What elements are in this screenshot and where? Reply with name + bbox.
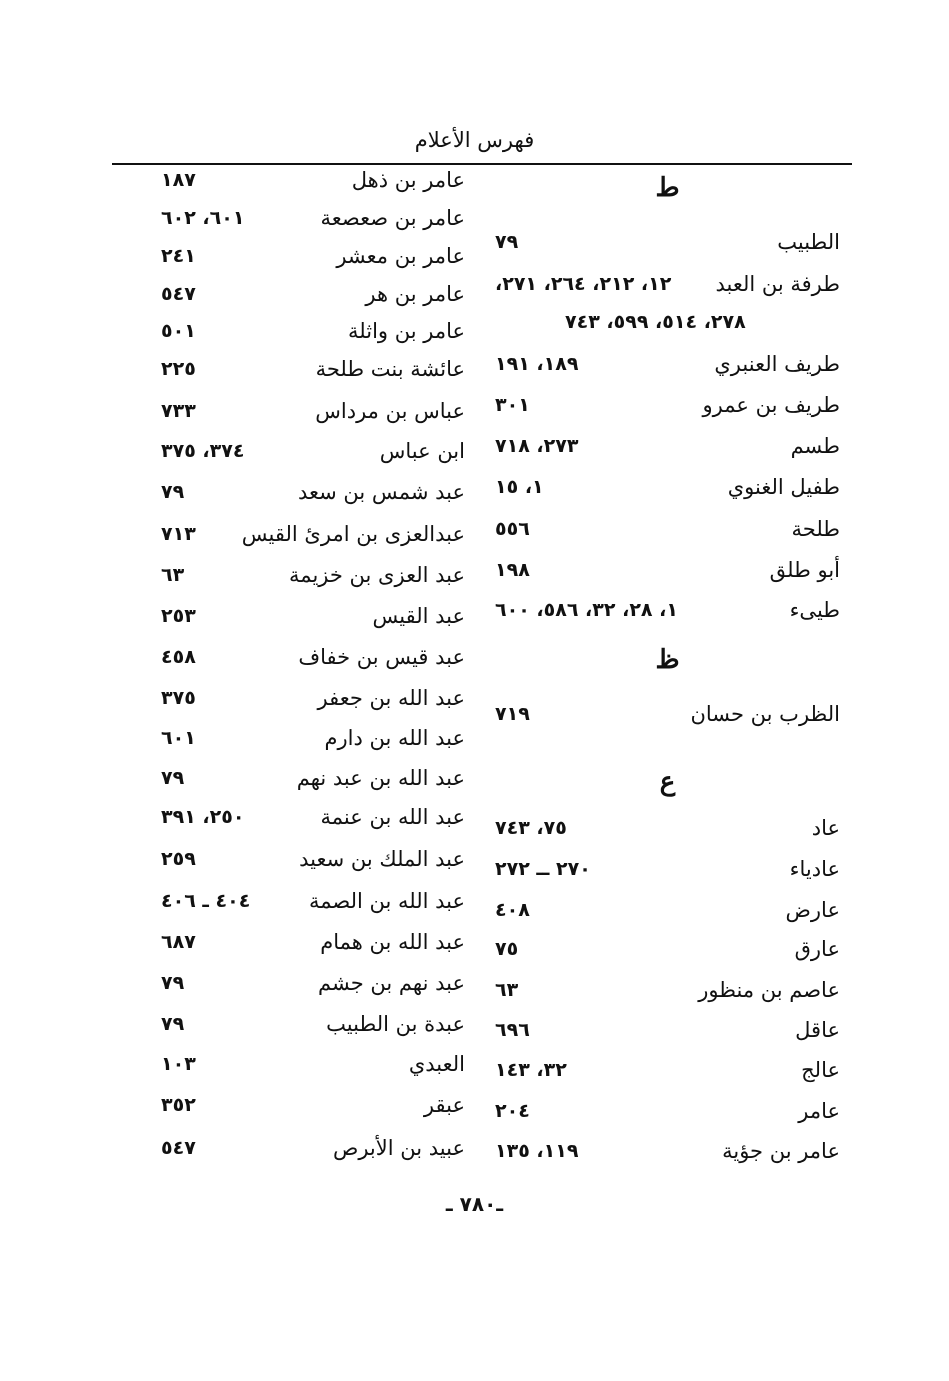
entry-pages: ٦٠١	[161, 727, 196, 749]
index-entry	[495, 933, 840, 965]
index-entry	[495, 226, 840, 258]
entry-pages: ٧١٣	[161, 523, 196, 545]
index-entry	[495, 698, 840, 730]
index-entry	[161, 926, 465, 958]
entry-name: عائشة بنت طلحة	[315, 357, 465, 381]
index-entry	[495, 1135, 840, 1167]
entry-name: عبد الله بن عنمة	[320, 805, 465, 829]
entry-pages: ٧١٩	[495, 703, 530, 725]
entry-pages: ١٠٣	[161, 1053, 196, 1075]
entry-name: عامر بن معشر	[336, 244, 465, 268]
entry-pages: ١، ٢٨، ٣٢، ٥٨٦، ٦٠٠	[495, 599, 678, 621]
entry-pages: ١١٩، ١٣٥	[495, 1140, 579, 1162]
entry-pages: ٧٥	[495, 938, 519, 960]
index-entry	[161, 164, 465, 196]
entry-pages: ٦٣	[161, 564, 185, 586]
entry-name: طفيل الغنوي	[727, 475, 840, 499]
index-entry	[161, 1132, 465, 1164]
entry-pages: ٧٩	[161, 1013, 185, 1035]
entry-pages: ٦٠١، ٦٠٢	[161, 207, 245, 229]
section-letter-ain: ع	[659, 767, 676, 797]
index-entry	[161, 641, 465, 673]
index-entry	[161, 353, 465, 385]
index-entry	[161, 762, 465, 794]
entry-name: عبيد بن الأبرص	[332, 1136, 465, 1160]
entry-pages: ٦٣	[495, 979, 519, 1001]
entry-name: عبد الله بن عبد نهم	[296, 766, 465, 790]
entry-pages: ٤٠٤ ـ ٤٠٦	[161, 890, 251, 912]
entry-name: عالج	[801, 1058, 840, 1082]
entry-name: عبد الملك بن سعيد	[299, 847, 465, 871]
entry-pages: ٢٥٠، ٣٩١	[161, 806, 245, 828]
entry-pages: ٧٩	[161, 972, 185, 994]
index-entry	[161, 843, 465, 875]
entry-name: أبو طلق	[769, 558, 840, 582]
entry-pages: ٤٥٨	[161, 646, 196, 668]
entry-name: عبدة بن الطبيب	[326, 1012, 465, 1036]
entry-name: عامر بن صعصعة	[320, 206, 465, 230]
index-entry	[495, 389, 840, 421]
index-entry	[161, 240, 465, 272]
entry-name: عبدالعزى بن امرئ القيس	[241, 522, 465, 546]
entry-pages: ١٢، ٢١٢، ٢٦٤، ٢٧١،	[495, 273, 672, 295]
entry-pages: ٥٤٧	[161, 1137, 196, 1159]
entry-pages: ٢٢٥	[161, 358, 196, 380]
entry-pages: ٣٧٤، ٣٧٥	[161, 440, 245, 462]
entry-pages: ٣٠١	[495, 394, 530, 416]
entry-name: عبد قيس بن خفاف	[298, 645, 465, 669]
index-entry	[495, 513, 840, 545]
index-entry	[161, 722, 465, 754]
index-entry	[495, 894, 840, 926]
index-entry	[495, 268, 840, 300]
entry-name: عبد العزى بن خزيمة	[289, 563, 465, 587]
entry-name: الطبيب	[777, 230, 840, 254]
entry-pages: ٧٩	[161, 767, 185, 789]
index-entry	[495, 471, 840, 503]
entry-pages: ٧٥، ٧٤٣	[495, 817, 567, 839]
entry-pages: ٢٧٠ ــ ٢٧٢	[495, 858, 591, 880]
entry-name: عبد نهم بن جشم	[318, 971, 465, 995]
entry-name: عامر	[798, 1099, 840, 1123]
index-entry	[161, 801, 465, 833]
entry-name: عبد الله بن الصمة	[308, 889, 465, 913]
index-entry	[495, 853, 840, 885]
entry-name: عامر بن واثلة	[348, 319, 465, 343]
entry-name: عبد شمس بن سعد	[297, 480, 465, 504]
entry-name: الظرب بن حسان	[690, 702, 840, 726]
index-entry-continuation	[495, 306, 840, 338]
section-letter-za: ظ	[655, 645, 680, 675]
index-entry	[161, 1089, 465, 1121]
entry-pages: ٣٢، ١٤٣	[495, 1059, 567, 1081]
entry-pages: ١٨٩، ١٩١	[495, 353, 579, 375]
index-entry	[161, 967, 465, 999]
index-entry	[495, 812, 840, 844]
entry-name: عبد القيس	[372, 604, 465, 628]
entry-name: عامر بن جؤية	[722, 1139, 840, 1163]
entry-name: عامر بن هر	[365, 282, 465, 306]
entry-pages: ٧٩	[495, 231, 519, 253]
index-entry	[161, 435, 465, 467]
index-entry	[161, 202, 465, 234]
entry-name: عارق	[794, 937, 840, 961]
entry-pages: ٥٠١	[161, 320, 196, 342]
index-entry	[161, 1008, 465, 1040]
entry-pages: ٢٧٨، ٥١٤، ٥٩٩، ٧٤٣	[565, 311, 746, 333]
index-entry	[161, 518, 465, 550]
entry-name: عاقل	[795, 1018, 840, 1042]
entry-name: طيىء	[789, 598, 840, 622]
entry-name: عبد الله بن جعفر	[317, 686, 465, 710]
entry-pages: ٢٥٣	[161, 605, 196, 627]
index-entry	[495, 594, 840, 626]
entry-pages: ٢٤١	[161, 245, 196, 267]
entry-name: طلحة	[791, 517, 840, 541]
index-entry	[161, 885, 465, 917]
entry-name: عاد	[811, 816, 840, 840]
entry-pages: ٢٧٣، ٧١٨	[495, 435, 579, 457]
entry-pages: ٤٠٨	[495, 899, 530, 921]
entry-name: طسم	[790, 434, 840, 458]
entry-name: ابن عباس	[379, 439, 465, 463]
index-entry	[161, 315, 465, 347]
entry-pages: ١٩٨	[495, 559, 530, 581]
entry-name: عادياء	[789, 857, 840, 881]
entry-pages: ١، ١٥	[495, 476, 544, 498]
index-entry	[495, 348, 840, 380]
entry-pages: ٢٥٩	[161, 848, 196, 870]
entry-name: طريف بن عمرو	[702, 393, 840, 417]
index-entry	[495, 1014, 840, 1046]
entry-pages: ٥٥٦	[495, 518, 530, 540]
index-entry	[161, 278, 465, 310]
section-letter-ta: ط	[655, 173, 680, 203]
index-entry	[161, 476, 465, 508]
index-entry	[161, 600, 465, 632]
entry-name: عبد الله بن همام	[320, 930, 465, 954]
entry-pages: ٧٩	[161, 481, 185, 503]
entry-name: عاصم بن منظور	[698, 978, 840, 1002]
index-entry	[161, 1048, 465, 1080]
index-entry	[495, 1095, 840, 1127]
entry-pages: ٦٨٧	[161, 931, 196, 953]
entry-pages: ٦٩٦	[495, 1019, 530, 1041]
entry-name: طرفة بن العبد	[715, 272, 840, 296]
entry-pages: ٧٣٣	[161, 400, 196, 422]
entry-name: عباس بن مرداس	[315, 399, 465, 423]
index-entry	[161, 395, 465, 427]
entry-pages: ٥٤٧	[161, 283, 196, 305]
index-entry	[161, 682, 465, 714]
page-title: فهرس الأعلام	[414, 128, 535, 152]
entry-name: العبدي	[408, 1052, 465, 1076]
entry-name: عارض	[785, 898, 840, 922]
entry-pages: ٣٧٥	[161, 687, 196, 709]
entry-pages: ٣٥٢	[161, 1094, 196, 1116]
entry-pages: ١٨٧	[161, 169, 196, 191]
index-entry	[161, 559, 465, 591]
index-entry	[495, 554, 840, 586]
entry-name: عامر بن ذهل	[351, 168, 465, 192]
index-entry	[495, 430, 840, 462]
entry-pages: ٢٠٤	[495, 1100, 530, 1122]
index-entry	[495, 1054, 840, 1086]
entry-name: طريف العنبري	[714, 352, 840, 376]
entry-name: عبقر	[423, 1093, 465, 1117]
page-number: ـ٧٨٠ ـ	[445, 1192, 504, 1216]
entry-name: عبد الله بن دارم	[324, 726, 465, 750]
index-entry	[495, 974, 840, 1006]
